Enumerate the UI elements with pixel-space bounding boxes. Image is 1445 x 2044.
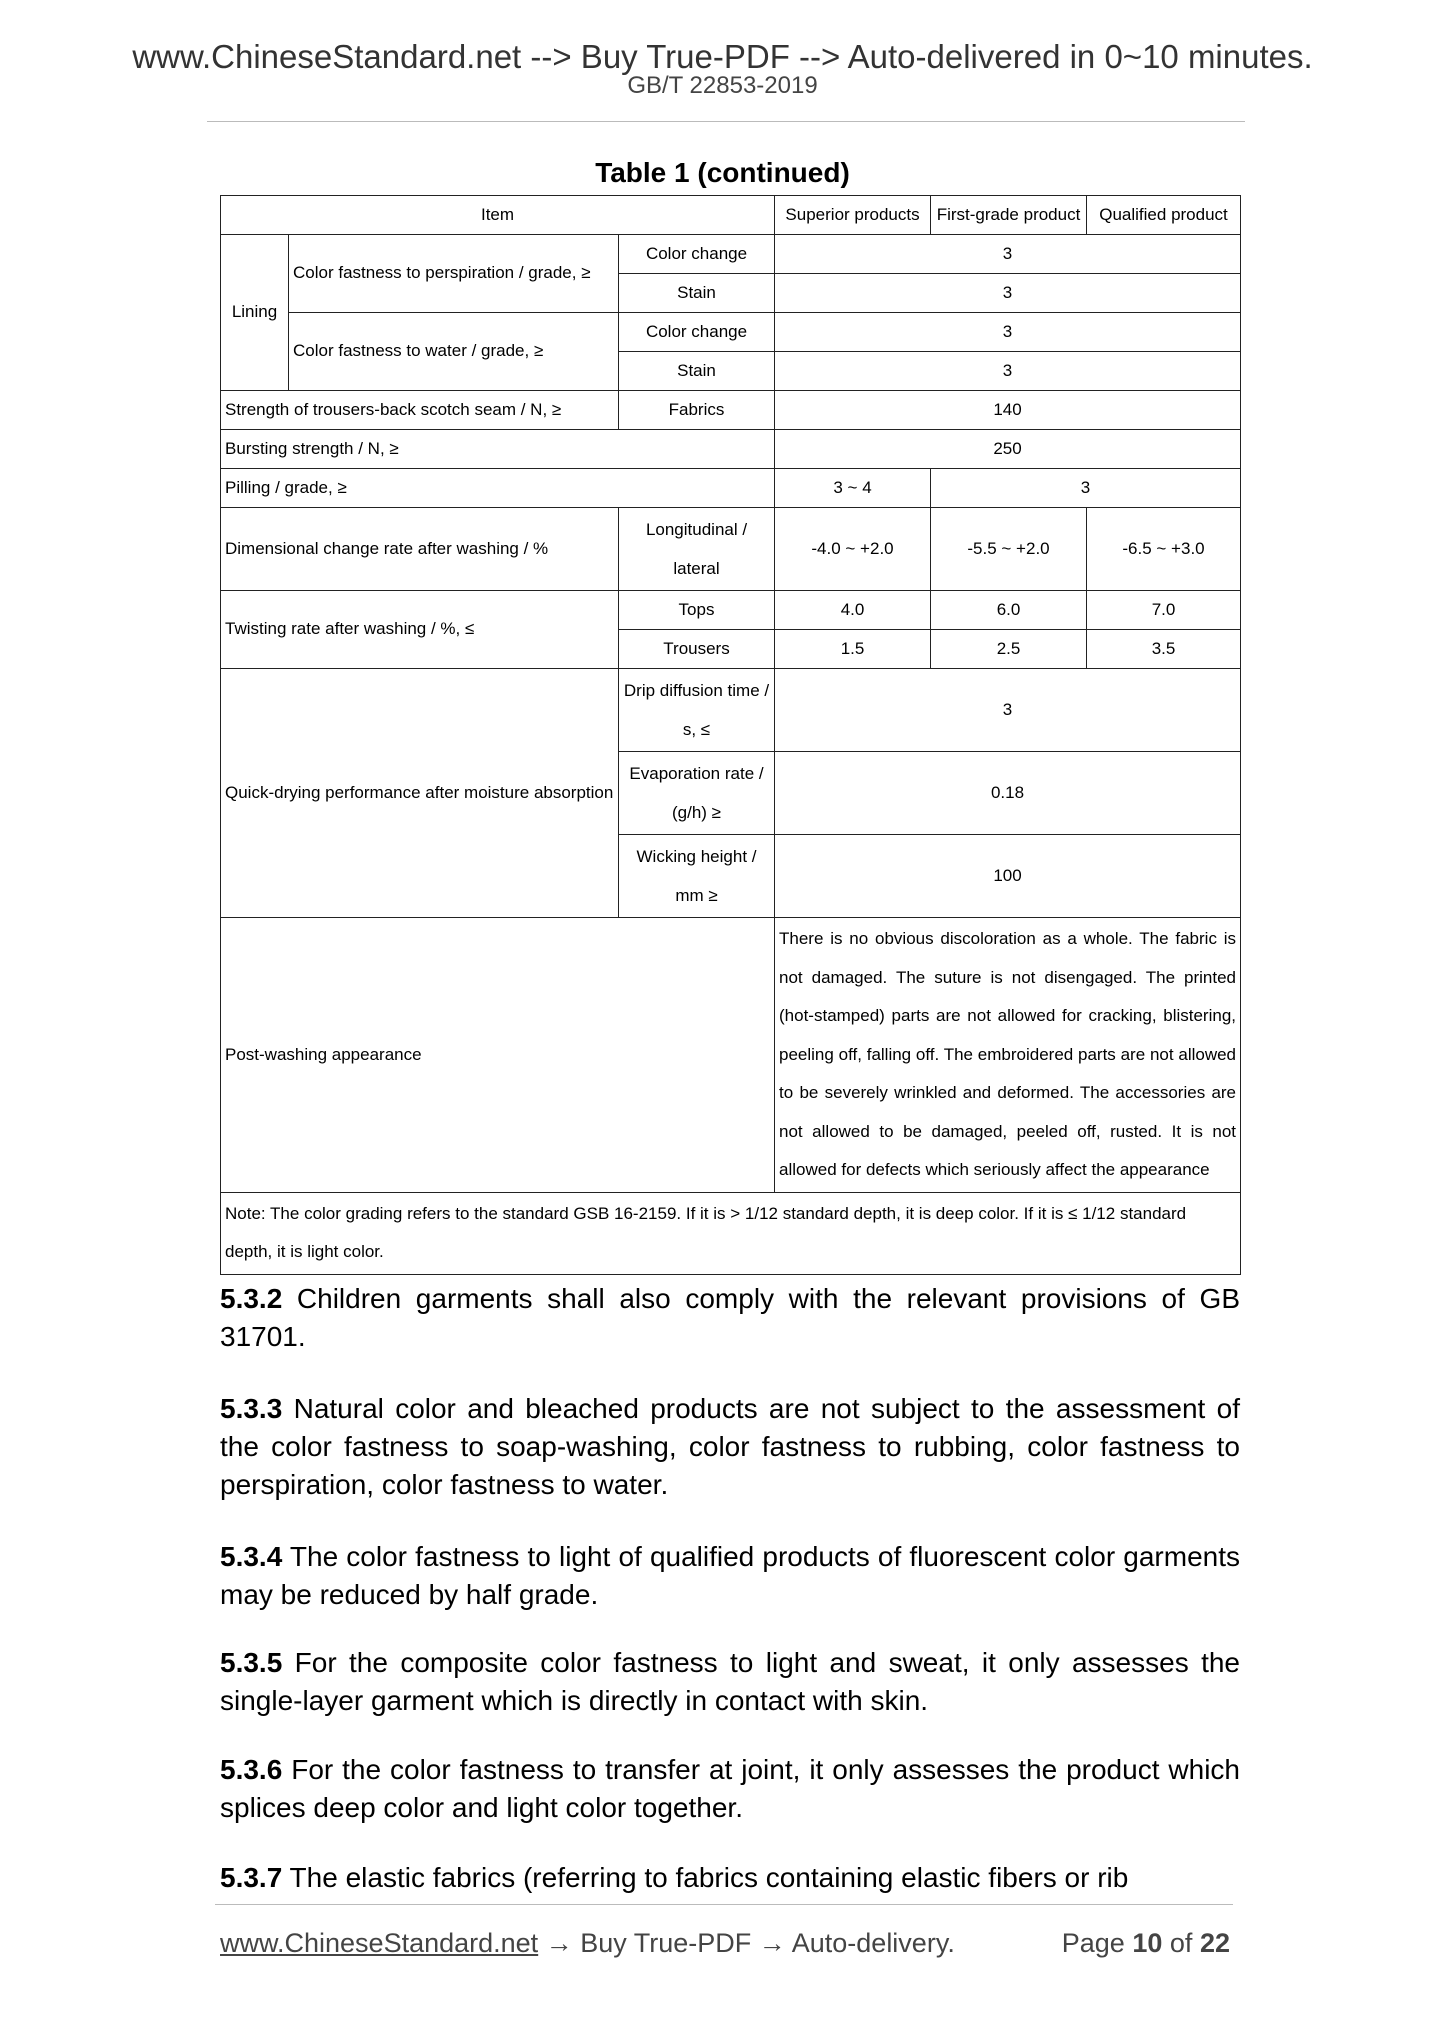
table-row: [221, 469, 1241, 508]
stain-label: Stain: [619, 274, 775, 313]
dimensional-label: Dimensional change rate after washing / %: [221, 508, 619, 591]
lining-label: Lining: [221, 235, 289, 391]
requirements-table: [220, 195, 1241, 1275]
post-washing-label: Post-washing appearance: [221, 918, 775, 1193]
clause-text: Children garments shall also comply with the relevant provisions of GB 31701.: [220, 1283, 1240, 1352]
source-banner: www.ChineseStandard.net --> Buy True-PDF --> Auto-delivered in 0~10 minutes.: [132, 38, 1313, 75]
table-row: [221, 591, 1241, 630]
table-note: Note: The color grading refers to the standard GSB 16-2159. If it is > 1/12 standard depth, it is deep color. If it is ≤ 1/12 standard depth, it is light color.: [221, 1192, 1241, 1274]
clause-text: The elastic fabrics (referring to fabrics containing elastic fibers or rib: [282, 1862, 1129, 1893]
value-cell: -5.5 ~ +2.0: [931, 508, 1087, 591]
value-cell: 4.0: [775, 591, 931, 630]
page-word: Page: [1061, 1928, 1125, 1958]
twisting-label: Twisting rate after washing / %, ≤: [221, 591, 619, 669]
header-first-grade: First-grade product: [931, 196, 1087, 235]
footer-site-link[interactable]: www.ChineseStandard.net: [220, 1928, 539, 1958]
pilling-label: Pilling / grade, ≥: [221, 469, 775, 508]
drip-label: Drip diffusion time / s, ≤: [619, 669, 775, 752]
bursting-label: Bursting strength / N, ≥: [221, 430, 775, 469]
clause-5-3-4: [220, 1538, 1240, 1614]
clause-5-3-5: [220, 1644, 1240, 1720]
table-row: [221, 669, 1241, 752]
value-cell: -6.5 ~ +3.0: [1087, 508, 1241, 591]
value-cell: 2.5: [931, 630, 1087, 669]
table-title: Table 1 (continued): [595, 157, 850, 188]
color-change-label: Color change: [619, 235, 775, 274]
dimensional-sub-label: Longitudinal / lateral: [619, 508, 775, 591]
wicking-label: Wicking height / mm ≥: [619, 835, 775, 918]
clause-5-3-6: [220, 1751, 1240, 1827]
clause-number: 5.3.4: [220, 1541, 283, 1572]
value-cell: 1.5: [775, 630, 931, 669]
value-cell: -4.0 ~ +2.0: [775, 508, 931, 591]
value-cell: 140: [775, 391, 1241, 430]
table-row: [221, 235, 1241, 274]
clause-number: 5.3.6: [220, 1754, 283, 1785]
clause-5-3-2: [220, 1280, 1240, 1356]
table-row: [221, 918, 1241, 1193]
table-header-row: [221, 196, 1241, 235]
header-item: Item: [221, 196, 775, 235]
tops-label: Tops: [619, 591, 775, 630]
water-label: Color fastness to water / grade, ≥: [289, 313, 619, 391]
table-row: [221, 313, 1241, 352]
header-qualified: Qualified product: [1087, 196, 1241, 235]
page-total: 22: [1199, 1928, 1230, 1958]
header-divider: [207, 121, 1245, 122]
clause-5-3-3: [220, 1390, 1240, 1504]
color-change-label: Color change: [619, 313, 775, 352]
value-cell: 3: [775, 669, 1241, 752]
perspiration-label: Color fastness to perspiration / grade, ≥: [289, 235, 619, 313]
value-cell: 3: [931, 469, 1241, 508]
standard-code: GB/T 22853-2019: [627, 72, 818, 99]
clause-number: 5.3.5: [220, 1647, 283, 1678]
footer-tagline: → Buy True-PDF → Auto-delivery.: [538, 1928, 955, 1958]
value-cell: 100: [775, 835, 1241, 918]
value-cell: 6.0: [931, 591, 1087, 630]
quick-drying-label: Quick-drying performance after moisture absorption: [221, 669, 619, 918]
of-word: of: [1169, 1928, 1193, 1958]
value-cell: 7.0: [1087, 591, 1241, 630]
value-cell: 3: [775, 313, 1241, 352]
value-cell: 3: [775, 274, 1241, 313]
table-row: [221, 391, 1241, 430]
stain-label: Stain: [619, 352, 775, 391]
table-note-row: [221, 1192, 1241, 1274]
page-number: 10: [1132, 1928, 1163, 1958]
evaporation-label: Evaporation rate / (g/h) ≥: [619, 752, 775, 835]
seam-label: Strength of trousers-back scotch seam / N, ≥: [221, 391, 619, 430]
clause-text: Natural color and bleached products are not subject to the assessment of the color fastness to soap-washing, color fastness to rubbing, color fastness to perspiration, color fastness to water.: [220, 1393, 1240, 1500]
footer-divider: [215, 1904, 1233, 1905]
page-indicator: [1062, 1927, 1230, 1959]
trousers-label: Trousers: [619, 630, 775, 669]
clause-5-3-7: [220, 1859, 1240, 1897]
value-cell: 3 ~ 4: [775, 469, 931, 508]
seam-sub-label: Fabrics: [619, 391, 775, 430]
post-washing-value: There is no obvious discoloration as a whole. The fabric is not damaged. The suture is not disengaged. The printed (hot-stamped) parts are not allowed for cracking, blistering, peeling off, falling off. The embroidered parts are not allowed to be severely wrinkled and deformed. The accessories are not allowed to be damaged, peeled off, rusted. It is not allowed for defects which seriously affect the appearance: [775, 918, 1241, 1193]
clause-text: The color fastness to light of qualified products of fluorescent color garments may be reduced by half grade.: [220, 1541, 1240, 1610]
clause-number: 5.3.2: [220, 1283, 283, 1314]
table-row: [221, 430, 1241, 469]
clause-number: 5.3.7: [220, 1862, 283, 1893]
table-row: [221, 508, 1241, 591]
value-cell: 3: [775, 235, 1241, 274]
value-cell: 3.5: [1087, 630, 1241, 669]
header-superior: Superior products: [775, 196, 931, 235]
value-cell: 250: [775, 430, 1241, 469]
clause-text: For the color fastness to transfer at joint, it only assesses the product which splices deep color and light color together.: [220, 1754, 1240, 1823]
page-footer: [220, 1927, 1230, 1959]
clause-text: For the composite color fastness to light and sweat, it only assesses the single-layer garment which is directly in contact with skin.: [220, 1647, 1240, 1716]
value-cell: 3: [775, 352, 1241, 391]
value-cell: 0.18: [775, 752, 1241, 835]
clause-number: 5.3.3: [220, 1393, 283, 1424]
